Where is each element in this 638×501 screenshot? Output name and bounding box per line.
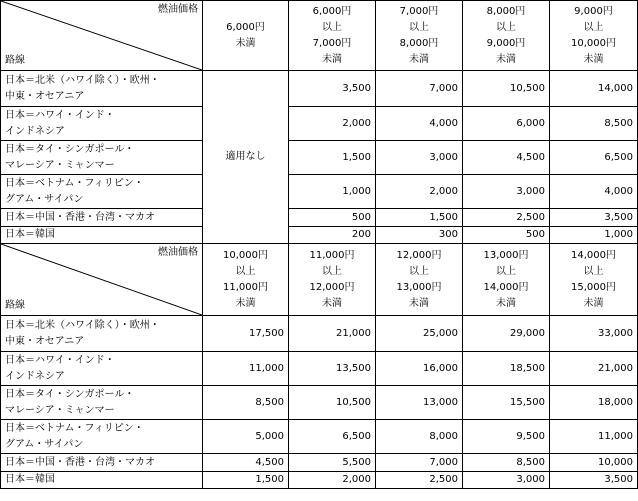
- value-cell: 2,000: [289, 107, 376, 141]
- value-cell: 300: [376, 227, 463, 244]
- fuel-price-label: 燃油価格: [158, 247, 198, 258]
- value-cell: 29,000: [463, 316, 550, 352]
- route-cell: 日本＝韓国: [1, 472, 203, 489]
- value-cell: 6,500: [289, 420, 376, 454]
- value-cell: 1,000: [550, 227, 638, 244]
- value-cell: 2,000: [376, 175, 463, 209]
- value-cell: 3,500: [550, 472, 638, 489]
- value-cell: 6,500: [550, 141, 638, 175]
- value-cell: 2,500: [463, 209, 550, 227]
- value-cell: 4,000: [376, 107, 463, 141]
- table-row: [1, 227, 638, 244]
- value-cell: 13,000: [376, 386, 463, 420]
- table2-corner-cell: [1, 244, 203, 316]
- route-cell: 日本＝タイ・シンガポール・ マレーシア・ミャンマー: [1, 386, 203, 420]
- value-cell: 18,000: [550, 386, 638, 420]
- route-label: 路線: [5, 55, 25, 66]
- table2-header-col-3: 12,000円 以上 13,000円 未満: [376, 244, 463, 316]
- table-row: [1, 316, 638, 352]
- value-cell: 6,000: [463, 107, 550, 141]
- table1-header-col-1: 6,000円 未満: [203, 1, 289, 71]
- value-cell: 16,000: [376, 352, 463, 386]
- value-cell: 3,000: [463, 472, 550, 489]
- value-cell: 200: [289, 227, 376, 244]
- table1-header-col-2: 6,000円 以上 7,000円 未満: [289, 1, 376, 71]
- table1-corner-cell: [1, 1, 203, 71]
- table-row: [1, 71, 638, 107]
- value-cell: 2,500: [376, 472, 463, 489]
- value-cell: 8,500: [203, 386, 289, 420]
- value-cell: 7,000: [376, 71, 463, 107]
- value-cell: 10,500: [463, 71, 550, 107]
- table-row: [1, 209, 638, 227]
- table1-header-col-3: 7,000円 以上 8,000円 未満: [376, 1, 463, 71]
- value-cell: 500: [463, 227, 550, 244]
- table-row: [1, 386, 638, 420]
- value-cell: 21,000: [289, 316, 376, 352]
- value-cell: 3,000: [376, 141, 463, 175]
- not-applicable-cell: 適用なし: [203, 71, 289, 244]
- value-cell: 11,000: [203, 352, 289, 386]
- table2-header-col-2: 11,000円 以上 12,000円 未満: [289, 244, 376, 316]
- value-cell: 8,500: [550, 107, 638, 141]
- table-row: [1, 420, 638, 454]
- table1-header-row: [1, 1, 638, 71]
- table2-header-col-5: 14,000円 以上 15,000円 未満: [550, 244, 638, 316]
- table-row: [1, 472, 638, 489]
- value-cell: 18,500: [463, 352, 550, 386]
- table-row: [1, 454, 638, 472]
- value-cell: 5,000: [203, 420, 289, 454]
- value-cell: 1,500: [203, 472, 289, 489]
- value-cell: 10,500: [289, 386, 376, 420]
- value-cell: 15,500: [463, 386, 550, 420]
- route-cell: 日本＝ハワイ・インド・ インドネシア: [1, 352, 203, 386]
- value-cell: 33,000: [550, 316, 638, 352]
- value-cell: 3,500: [550, 209, 638, 227]
- table-row: [1, 175, 638, 209]
- value-cell: 3,500: [289, 71, 376, 107]
- fuel-price-label: 燃油価格: [158, 4, 198, 15]
- value-cell: 5,500: [289, 454, 376, 472]
- table1-header-col-4: 8,000円 以上 9,000円 未満: [463, 1, 550, 71]
- table2-header-row: [1, 244, 638, 316]
- value-cell: 9,500: [463, 420, 550, 454]
- table-row: [1, 141, 638, 175]
- value-cell: 17,500: [203, 316, 289, 352]
- route-cell: 日本＝北米（ハワイ除く）・欧州・ 中東・オセアニア: [1, 71, 203, 107]
- value-cell: 13,500: [289, 352, 376, 386]
- value-cell: 14,000: [550, 71, 638, 107]
- value-cell: 21,000: [550, 352, 638, 386]
- route-cell: 日本＝韓国: [1, 227, 203, 244]
- table-row: [1, 352, 638, 386]
- route-cell: 日本＝北米（ハワイ除く）・欧州・ 中東・オセアニア: [1, 316, 203, 352]
- value-cell: 500: [289, 209, 376, 227]
- value-cell: 3,000: [463, 175, 550, 209]
- value-cell: 25,000: [376, 316, 463, 352]
- table2-header-col-1: 10,000円 以上 11,000円 未満: [203, 244, 289, 316]
- table1-header-col-5: 9,000円 以上 10,000円 未満: [550, 1, 638, 71]
- route-cell: 日本＝中国・香港・台湾・マカオ: [1, 454, 203, 472]
- table2-header-col-4: 13,000円 以上 14,000円 未満: [463, 244, 550, 316]
- value-cell: 4,500: [463, 141, 550, 175]
- route-cell: 日本＝ハワイ・インド・ インドネシア: [1, 107, 203, 141]
- value-cell: 11,000: [550, 420, 638, 454]
- value-cell: 10,000: [550, 454, 638, 472]
- route-label: 路線: [5, 300, 25, 311]
- route-cell: 日本＝ベトナム・フィリピン・ グアム・サイパン: [1, 420, 203, 454]
- value-cell: 1,000: [289, 175, 376, 209]
- value-cell: 4,500: [203, 454, 289, 472]
- value-cell: 4,000: [550, 175, 638, 209]
- value-cell: 2,000: [289, 472, 376, 489]
- route-cell: 日本＝中国・香港・台湾・マカオ: [1, 209, 203, 227]
- value-cell: 7,000: [376, 454, 463, 472]
- value-cell: 8,000: [376, 420, 463, 454]
- value-cell: 8,500: [463, 454, 550, 472]
- route-cell: 日本＝ベトナム・フィリピン・ グアム・サイパン: [1, 175, 203, 209]
- value-cell: 1,500: [376, 209, 463, 227]
- route-cell: 日本＝タイ・シンガポール・ マレーシア・ミャンマー: [1, 141, 203, 175]
- value-cell: 1,500: [289, 141, 376, 175]
- table-row: [1, 107, 638, 141]
